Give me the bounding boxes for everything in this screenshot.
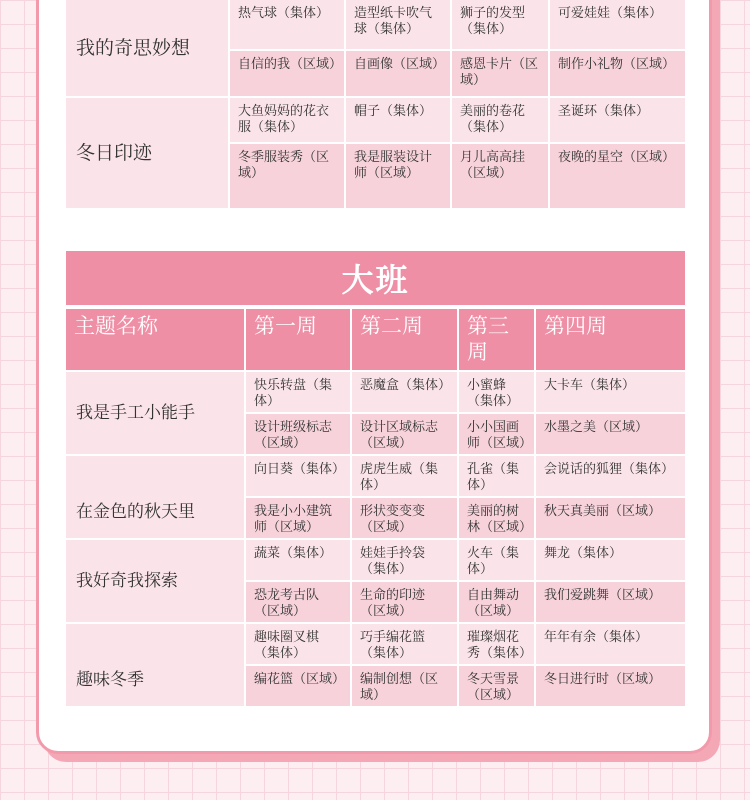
activity-cell: 冬日进行时（区域） — [536, 666, 685, 706]
activity-cell: 设计班级标志（区域） — [246, 414, 350, 454]
activity-cell: 自由舞动（区域） — [459, 582, 534, 622]
activity-cell: 舞龙（集体） — [536, 540, 685, 580]
activity-cell: 秋天真美丽（区域） — [536, 498, 685, 538]
activity-cell: 水墨之美（区域） — [536, 414, 685, 454]
activity-cell: 虎虎生威（集体） — [352, 456, 457, 496]
activity-cell: 夜晚的星空（区域） — [550, 144, 685, 208]
header-theme-name: 主题名称 — [66, 309, 244, 370]
activity-cell: 可爱娃娃（集体） — [550, 0, 685, 49]
activity-cell: 恶魔盒（集体） — [352, 372, 457, 412]
activity-cell: 我们爱跳舞（区域） — [536, 582, 685, 622]
activity-cell: 帽子（集体） — [346, 98, 450, 142]
activity-cell: 璀璨烟花秀（集体） — [459, 624, 534, 664]
activity-cell: 我是服装设计师（区域） — [346, 144, 450, 208]
activity-cell: 火车（集体） — [459, 540, 534, 580]
activity-cell: 美丽的卷花（集体） — [452, 98, 548, 142]
theme-cell: 我好奇我探索 — [66, 540, 244, 622]
theme-cell: 冬日印迹 — [66, 98, 228, 208]
theme-cell: 在金色的秋天里 — [66, 456, 244, 538]
activity-cell: 大卡车（集体） — [536, 372, 685, 412]
header-week-3: 第三周 — [459, 309, 534, 370]
activity-cell: 编制创想（区域） — [352, 666, 457, 706]
activity-cell: 自信的我（区域） — [230, 51, 344, 96]
activity-cell: 狮子的发型（集体） — [452, 0, 548, 49]
activity-cell: 趣味圈叉棋（集体） — [246, 624, 350, 664]
theme-cell: 趣味冬季 — [66, 624, 244, 706]
activity-cell: 会说话的狐狸（集体） — [536, 456, 685, 496]
activity-cell: 造型纸卡吹气球（集体） — [346, 0, 450, 49]
header-week-4: 第四周 — [536, 309, 685, 370]
activity-cell: 蔬菜（集体） — [246, 540, 350, 580]
activity-cell: 巧手编花篮（集体） — [352, 624, 457, 664]
activity-cell: 自画像（区域） — [346, 51, 450, 96]
section-title: 大班 — [66, 251, 685, 305]
activity-cell: 热气球（集体） — [230, 0, 344, 49]
theme-cell: 我的奇思妙想 — [66, 0, 228, 96]
activity-cell: 小蜜蜂（集体） — [459, 372, 534, 412]
activity-cell: 设计区域标志（区域） — [352, 414, 457, 454]
activity-cell: 小小国画师（区域） — [459, 414, 534, 454]
activity-cell: 月儿高高挂（区域） — [452, 144, 548, 208]
header-week-1: 第一周 — [246, 309, 350, 370]
activity-cell: 向日葵（集体） — [246, 456, 350, 496]
header-week-2: 第二周 — [352, 309, 457, 370]
activity-cell: 冬天雪景（区域） — [459, 666, 534, 706]
activity-cell: 大鱼妈妈的花衣服（集体） — [230, 98, 344, 142]
activity-cell: 恐龙考古队（区域） — [246, 582, 350, 622]
activity-cell: 编花篮（区域） — [246, 666, 350, 706]
activity-cell: 制作小礼物（区域） — [550, 51, 685, 96]
activity-cell: 美丽的树林（区域） — [459, 498, 534, 538]
activity-cell: 娃娃手拎袋（集体） — [352, 540, 457, 580]
activity-cell: 生命的印迹（区域） — [352, 582, 457, 622]
activity-cell: 孔雀（集体） — [459, 456, 534, 496]
activity-cell: 圣诞环（集体） — [550, 98, 685, 142]
activity-cell: 冬季服装秀（区域） — [230, 144, 344, 208]
theme-cell: 我是手工小能手 — [66, 372, 244, 454]
activity-cell: 我是小小建筑师（区域） — [246, 498, 350, 538]
activity-cell: 感恩卡片（区域） — [452, 51, 548, 96]
activity-cell: 年年有余（集体） — [536, 624, 685, 664]
activity-cell: 快乐转盘（集体） — [246, 372, 350, 412]
activity-cell: 形状变变变（区域） — [352, 498, 457, 538]
